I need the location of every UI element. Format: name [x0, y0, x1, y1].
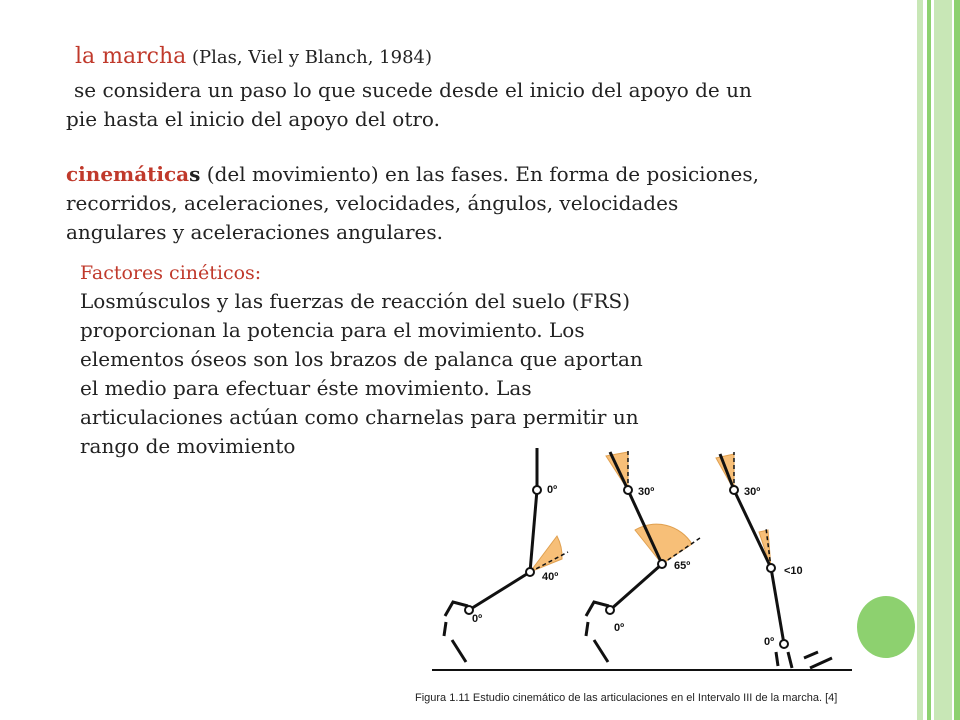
hip-joint-2 — [624, 486, 632, 494]
kinetic-line-2: proporcionan la potencia para el movimiento. Los — [80, 318, 585, 342]
kinetic-line-1: Losmúsculos y las fuerzas de reacción del suelo (FRS) — [80, 289, 630, 313]
ankle-angle-label-3: 0º — [764, 636, 775, 648]
marcha-title: la marcha — [75, 44, 187, 69]
figure-caption: Figura 1.11 Estudio cinemático de las articulaciones en el Intervalo III de la marcha. [4] — [415, 692, 838, 704]
knee-angle-label-3: <10 — [784, 565, 803, 577]
ankle-joint-2 — [606, 606, 614, 614]
hip-angle-label-2: 30º — [638, 486, 655, 498]
marcha-citation: (Plas, Viel y Blanch, 1984) — [186, 47, 432, 68]
gait-figure — [420, 448, 860, 708]
decor-circle — [857, 596, 915, 658]
ankle-joint-3 — [780, 640, 788, 648]
decor-bar-3 — [934, 0, 952, 720]
cinematica-term: cinemática — [66, 162, 190, 186]
decor-bar-1 — [917, 0, 923, 720]
leg-3 — [716, 452, 832, 668]
kinetic-line-6: rango de movimiento — [80, 434, 296, 458]
knee-joint-3 — [767, 564, 775, 572]
leg-1 — [444, 448, 568, 662]
ankle-angle-label-1: 0º — [472, 613, 483, 625]
decor-bar-2 — [927, 0, 931, 720]
cinematica-line-2: recorridos, aceleraciones, velocidades, ángulos, velocidades — [66, 191, 679, 215]
kinetic-line-5: articulaciones actúan como charnelas para permitir un — [80, 405, 639, 429]
leg-2 — [586, 450, 700, 662]
cinematica-line-1 — [66, 160, 759, 189]
kinetic-line-4: el medio para efectuar éste movimiento. Las — [80, 376, 532, 400]
knee-joint-1 — [526, 568, 534, 576]
marcha-heading — [75, 42, 432, 72]
knee-joint-2 — [658, 560, 666, 568]
knee-angle-wedge-2 — [635, 524, 692, 564]
kinetic-title: Factores cinéticos: — [80, 262, 262, 284]
knee-angle-label-1: 40º — [542, 571, 559, 583]
hip-joint-1 — [533, 486, 541, 494]
cinematica-suffix: s — [189, 162, 201, 186]
knee-angle-label-2: 65º — [674, 560, 691, 572]
hip-joint-3 — [730, 486, 738, 494]
foot-3 — [776, 652, 832, 668]
cinematica-line-3: angulares y aceleraciones angulares. — [66, 220, 443, 244]
kinetic-line-3: elementos óseos son los brazos de palanca que aportan — [80, 347, 643, 371]
marcha-line-2: pie hasta el inicio del apoyo del otro. — [66, 107, 440, 131]
hip-angle-label-1: 0º — [547, 484, 558, 496]
decor-bar-4 — [954, 0, 960, 720]
knee-angle-wedge-1 — [530, 536, 562, 572]
ankle-angle-label-2: 0º — [614, 622, 625, 634]
marcha-line-1: se considera un paso lo que sucede desde el inicio del apoyo de un — [74, 78, 752, 102]
cinematica-rest: (del movimiento) en las fases. En forma de posiciones, — [200, 162, 759, 186]
hip-angle-label-3: 30º — [744, 486, 761, 498]
